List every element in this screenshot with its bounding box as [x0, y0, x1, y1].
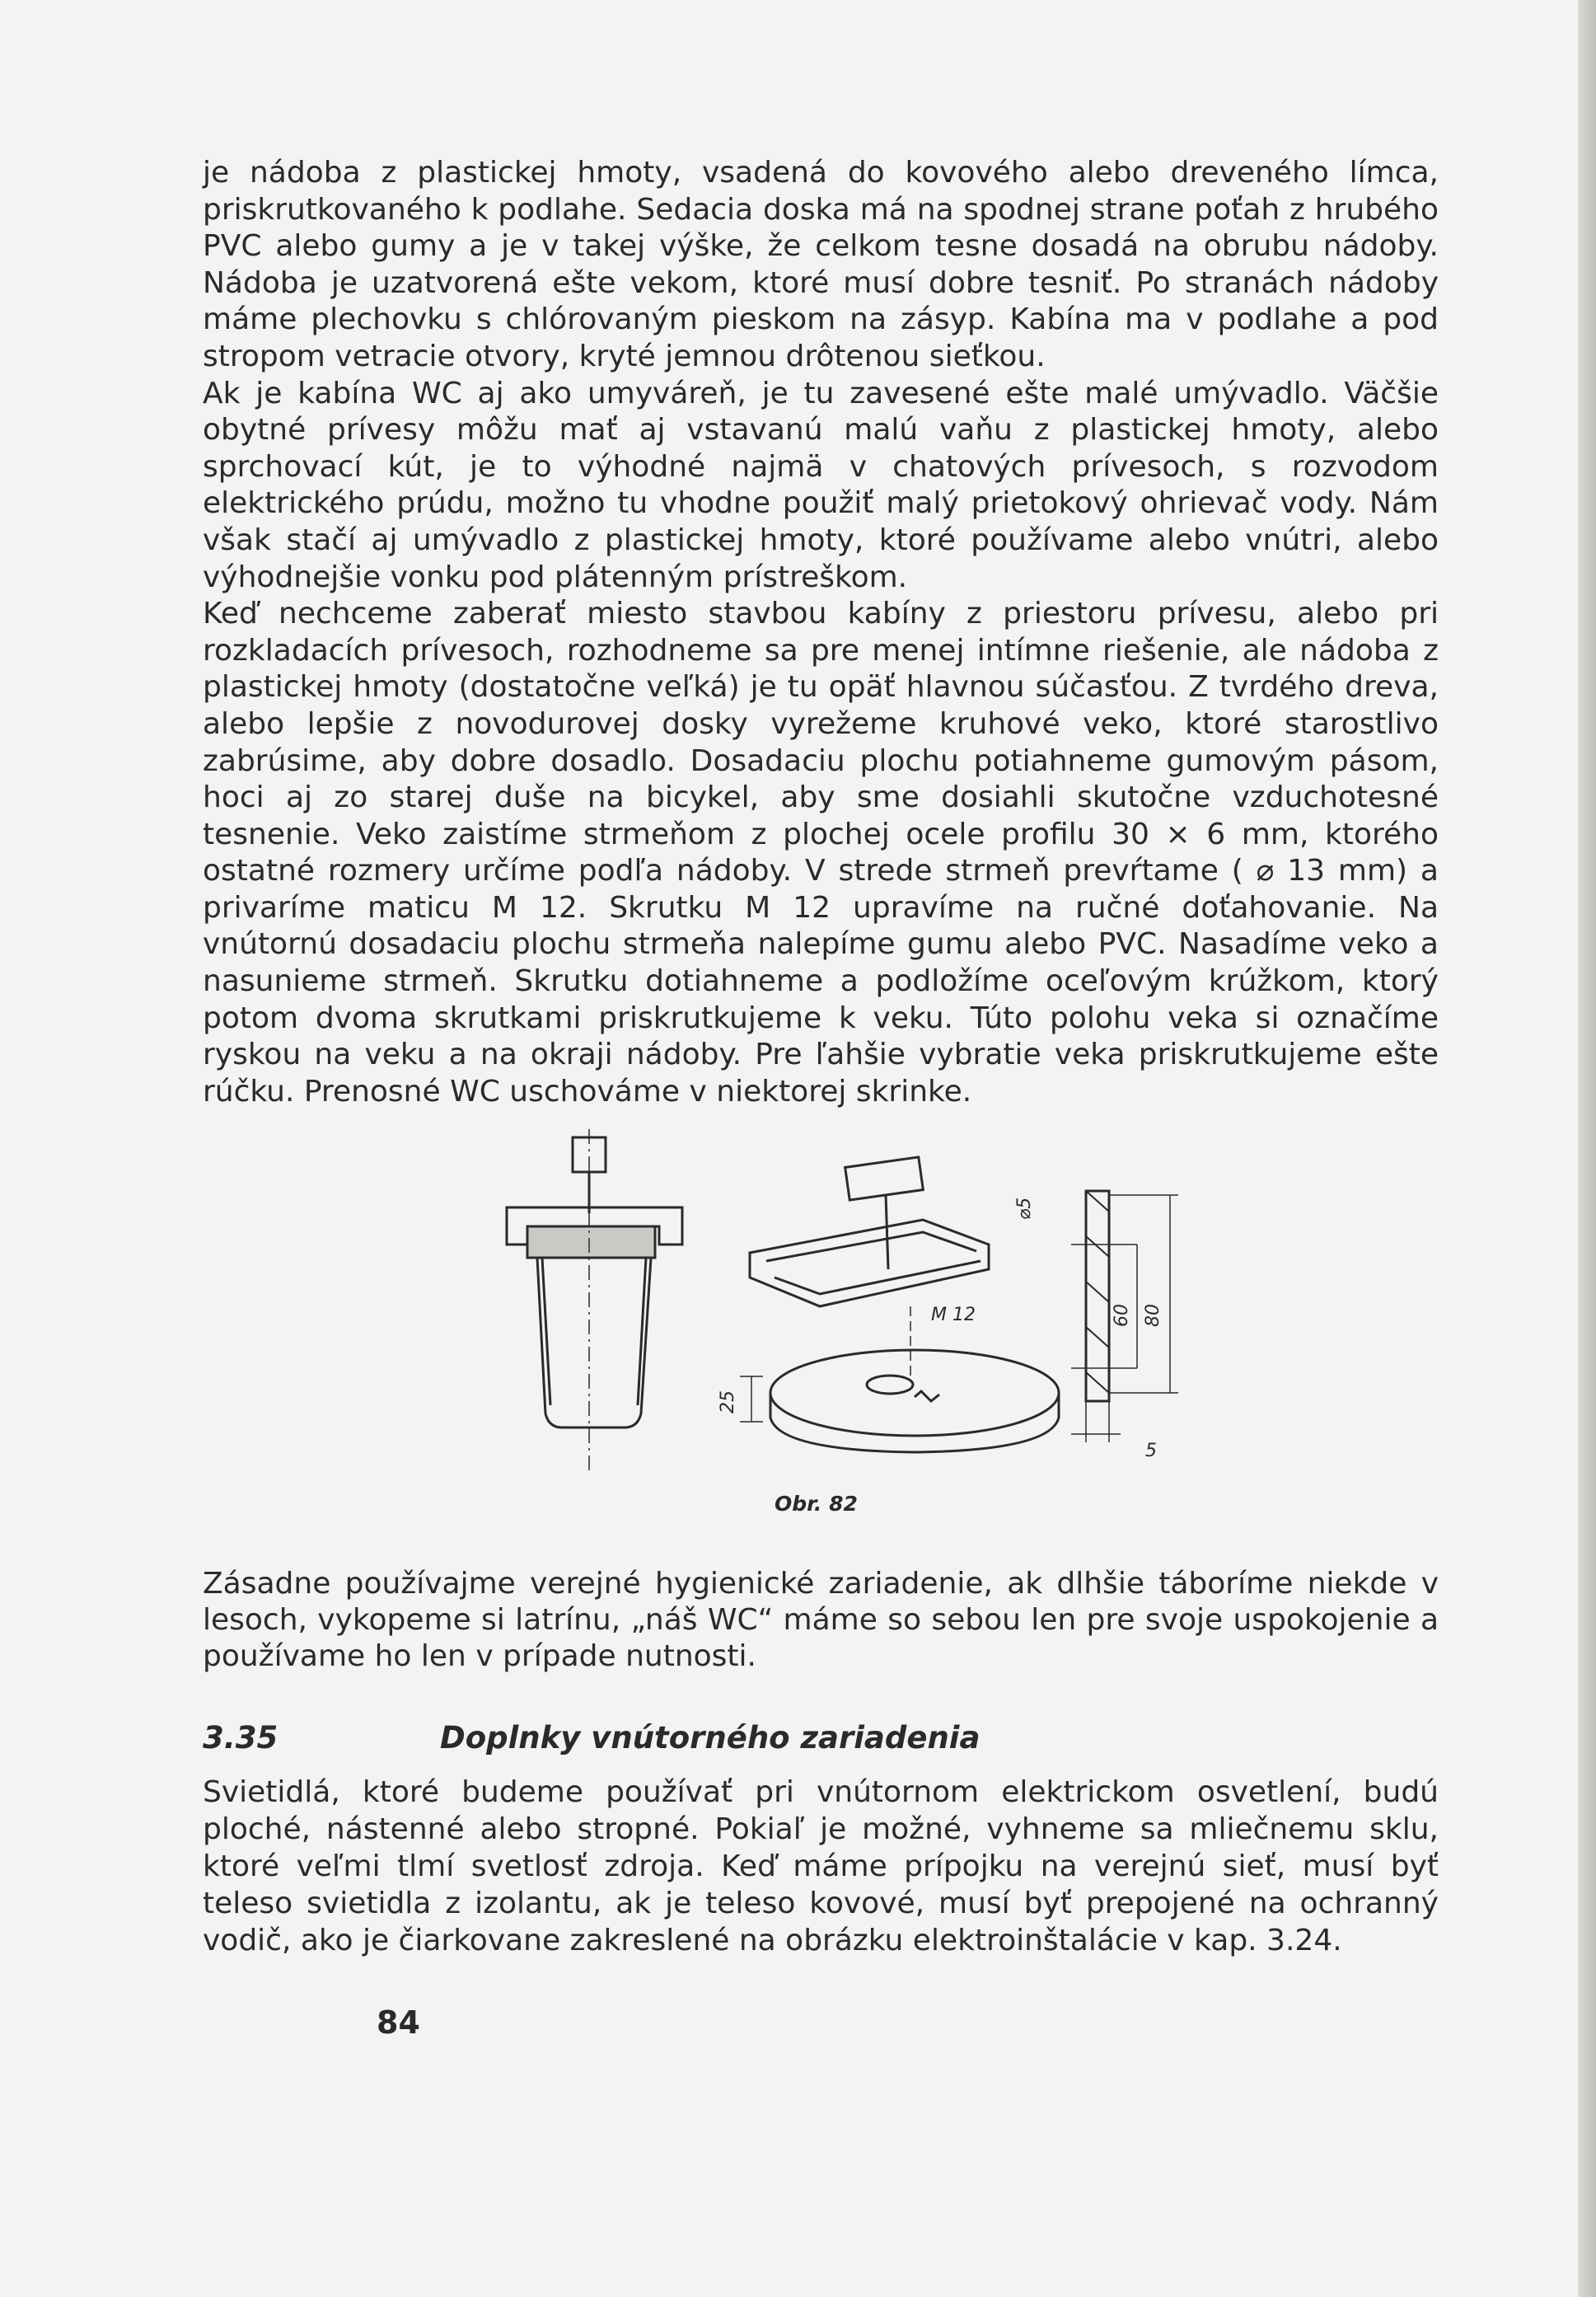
- label-dim-25: 25: [718, 1390, 738, 1413]
- paragraph-washroom: Ak je kabína WC aj ako umyváreň, je tu zavesené ešte malé umývadlo. Väčšie obytné prívesy môžu mať aj vstavanú malú vaňu z plastickej hmoty, alebo sprchovací kút, je to výhodné najmä v chatových prívesoch, s rozvodom elektrického prúdu, možno tu vhodne použiť malý prietokový ohrievač vody. Nám však stačí aj umývadlo z plastickej hmoty, ktoré používame alebo vnútri, alebo výhodnejšie vonku pod plátenným prístreškom.: [203, 376, 1439, 594]
- body-text-after-figure: [203, 1566, 1439, 1675]
- container-with-clamp-drawing: [507, 1129, 682, 1475]
- label-diameter-5: ⌀5: [1014, 1197, 1035, 1220]
- label-dim-80: 80: [1143, 1304, 1163, 1327]
- label-dim-5: 5: [1145, 1441, 1157, 1461]
- figure-caption: Obr. 82: [775, 1492, 858, 1516]
- page-edge: [1578, 0, 1596, 2297]
- paragraph-portable-wc: Keď nechceme zaberať miesto stavbou kabíny z priestoru prívesu, alebo pri rozkladacích prívesoch, rozhodneme sa pre menej intímne riešenie, ale nádoba z plastickej hmoty (dostatočne veľká) je tu opäť hlavnou súčasťou. Z tvrdého dreva, alebo lepšie z novodurovej dosky vyrežeme kruhové veko, ktoré starostlivo zabrúsime, aby dobre dosadlo. Dosadaciu plochu potiahneme gumovým pásom, hoci aj zo starej duše na bicykel, aby sme dosiahli skutočne vzduchotesné tesnenie. Veko zaistíme strmeňom z plochej ocele profilu 30 × 6 mm, ktorého ostatné rozmery určíme podľa nádoby. V strede strmeň prevŕtame ( ⌀ 13 mm) a privaríme maticu M 12. Skrutku M 12 upravíme na ručné doťahovanie. Na vnútornú dosadaciu plochu strmeňa nalepíme gumu alebo PVC. Nasadíme veko a nasunieme strmeň. Skrutku dotiahneme a podložíme oceľovým krúžkom, ktorý potom dvoma skrutkami priskrutkujeme k veku. Túto polohu veka si označíme ryskou na veku a na okraji nádoby. Pre ľahšie vybratie veka priskrutkujeme ešte rúčku. Prenosné WC uschováme v niektorej skrinke.: [203, 597, 1439, 1109]
- section-number: 3.35: [203, 1720, 278, 1756]
- body-text-top: [203, 155, 1439, 1110]
- label-thread-m12: M 12: [931, 1305, 976, 1325]
- clamp-and-lid-drawing: [740, 1157, 1059, 1452]
- paragraph-latrine: Zásadne používajme verejné hygienické zariadenie, ak dlhšie táboríme niekde v lesoch, vykopeme si latrínu, „náš WC“ máme so sebou len pre svoje uspokojenie a používame ho len v prípade nutnosti.: [203, 1567, 1439, 1673]
- page-number: 84: [377, 2004, 420, 2041]
- figure-portable-wc-drawing: [494, 1129, 1219, 1475]
- body-text-section: [203, 1774, 1439, 1959]
- paragraph-lighting: Svietidlá, ktoré budeme používať pri vnútornom elektrickom osvetlení, budú ploché, nástenné alebo stropné. Pokiaľ je možné, vyhneme sa mliečnemu sklu, ktoré veľmi tlmí svetlosť zdroja. Keď máme prípojku na verejnú sieť, musí byť teleso svietidla z izolantu, ak je teleso kovové, musí byť prepojené na ochranný vodič, ako je čiarkovane zakreslené na obrázku elektroinštalácie v kap. 3.24.: [203, 1775, 1439, 1957]
- paragraph-toilet-container: je nádoba z plastickej hmoty, vsadená do kovového alebo dreveného límca, priskrutkovaného k podlahe. Sedacia doska má na spodnej strane poťah z hrubého PVC alebo gumy a je v takej výške, že celkom tesne dosadá na obrubu nádoby. Nádoba je uzatvorená ešte vekom, ktoré musí dobre tesniť. Po stranách nádoby máme plechovku s chlórovaným pieskom na zásyp. Kabína ma v podlahe a pod stropom vetracie otvory, kryté jemnou drôtenou sieťkou.: [203, 156, 1439, 373]
- label-dim-60: 60: [1112, 1304, 1132, 1327]
- section-title: Doplnky vnútorného zariadenia: [440, 1720, 981, 1756]
